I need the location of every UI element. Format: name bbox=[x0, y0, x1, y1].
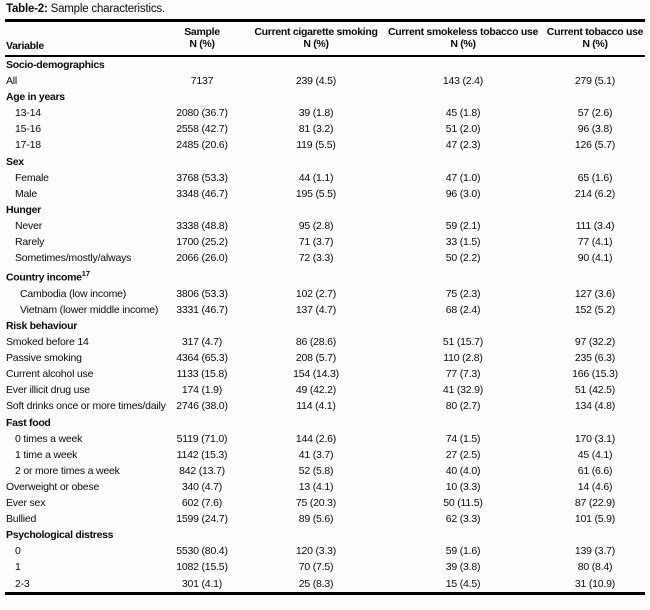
section-label: Sex bbox=[6, 155, 24, 168]
cell-value: 96 (3.8) bbox=[577, 123, 613, 136]
cell-value: 59 (1.6) bbox=[445, 545, 481, 558]
table-row bbox=[5, 234, 645, 250]
cell-value: 2080 (36.7) bbox=[176, 107, 228, 120]
section-label: Psychological distress bbox=[6, 529, 114, 542]
cell-value: 40 (4.0) bbox=[445, 464, 481, 477]
cell-value: 239 (4.5) bbox=[295, 75, 337, 88]
cell-value: 1142 (15.3) bbox=[176, 448, 228, 461]
cell-value: 95 (2.8) bbox=[298, 219, 334, 232]
table-row bbox=[5, 137, 645, 153]
cell-value: 126 (5.7) bbox=[574, 139, 616, 152]
cell-value: 50 (11.5) bbox=[443, 497, 483, 510]
table-header bbox=[5, 21, 645, 57]
cell-value: 110 (2.8) bbox=[443, 352, 483, 365]
cell-value: 75 (20.3) bbox=[295, 497, 337, 510]
table-row bbox=[5, 576, 645, 594]
cell-value: 317 (4.7) bbox=[181, 336, 223, 349]
cell-value: 1082 (15.5) bbox=[176, 561, 228, 574]
cell-value: 27 (2.5) bbox=[445, 448, 481, 461]
cell-value: 2746 (38.0) bbox=[176, 400, 228, 413]
table-row bbox=[5, 105, 645, 121]
cell-value: 301 (4.1) bbox=[181, 577, 223, 590]
cell-value: 154 (14.3) bbox=[293, 368, 339, 381]
cell-value: 51 (2.0) bbox=[445, 123, 481, 136]
row-label: 15-16 bbox=[15, 123, 41, 136]
section-row bbox=[5, 56, 645, 73]
cell-value: 80 (2.7) bbox=[445, 400, 481, 413]
cell-value: 114 (4.1) bbox=[296, 400, 336, 413]
cell-value: 65 (1.6) bbox=[577, 171, 613, 184]
row-label: 0 bbox=[15, 545, 21, 558]
cell-value: 170 (3.1) bbox=[574, 432, 616, 445]
table-row bbox=[5, 463, 645, 479]
cell-value: 1599 (24.7) bbox=[176, 513, 228, 526]
cell-value: 47 (2.3) bbox=[445, 139, 481, 152]
row-label: Rarely bbox=[15, 236, 45, 249]
cell-value: 279 (5.1) bbox=[574, 75, 616, 88]
section-row bbox=[5, 202, 645, 218]
cell-value: 235 (6.3) bbox=[574, 352, 616, 365]
cell-value: 31 (10.9) bbox=[574, 577, 616, 590]
table-row bbox=[5, 366, 645, 382]
cell-value: 96 (3.0) bbox=[445, 187, 481, 200]
table-caption-text: Sample characteristics. bbox=[47, 3, 165, 15]
cell-value: 5530 (80.4) bbox=[176, 545, 228, 558]
header-row bbox=[5, 21, 645, 57]
table-body bbox=[5, 56, 645, 593]
table-row bbox=[5, 73, 645, 89]
cell-value: 70 (7.5) bbox=[298, 561, 334, 574]
row-label: Ever sex bbox=[6, 497, 46, 510]
cell-value: 134 (4.8) bbox=[574, 400, 616, 413]
row-label: Bullied bbox=[6, 513, 37, 526]
cell-value: 139 (3.7) bbox=[574, 545, 616, 558]
section-label: Socio-demographics bbox=[6, 59, 105, 71]
cell-value: 87 (22.9) bbox=[574, 497, 616, 510]
section-row bbox=[5, 318, 645, 334]
row-label: 1 bbox=[15, 561, 21, 574]
section-row bbox=[5, 415, 645, 431]
cell-value: 52 (5.8) bbox=[298, 464, 334, 477]
row-label: 2-3 bbox=[15, 577, 30, 590]
cell-value: 39 (1.8) bbox=[298, 107, 334, 120]
cell-value: 137 (4.7) bbox=[295, 303, 337, 316]
cell-value: 51 (15.7) bbox=[442, 336, 484, 349]
cell-value: 3331 (46.7) bbox=[176, 303, 228, 316]
cell-value: 119 (5.5) bbox=[296, 139, 336, 152]
row-label: Male bbox=[15, 187, 37, 200]
column-header-smokeless: Current smokeless tobacco use N (%) bbox=[381, 21, 545, 57]
row-label: Cambodia (low income) bbox=[20, 287, 127, 300]
section-label: Hunger bbox=[6, 203, 41, 216]
cell-value: 3768 (53.3) bbox=[176, 171, 228, 184]
table-row bbox=[5, 334, 645, 350]
cell-value: 101 (5.9) bbox=[574, 513, 616, 526]
row-label: Smoked before 14 bbox=[6, 336, 89, 349]
row-label: 13-14 bbox=[15, 107, 41, 120]
row-label: Sometimes/mostly/always bbox=[15, 252, 132, 265]
cell-value: 2485 (20.6) bbox=[176, 139, 228, 152]
table-row bbox=[5, 121, 645, 137]
cell-value: 3338 (48.8) bbox=[176, 219, 228, 232]
section-label: Risk behaviour bbox=[6, 320, 78, 332]
cell-value: 127 (3.6) bbox=[574, 287, 616, 300]
cell-value: 195 (5.5) bbox=[295, 187, 337, 200]
cell-value: 5119 (71.0) bbox=[176, 432, 228, 445]
cell-value: 208 (5.7) bbox=[295, 352, 337, 365]
cell-value: 62 (3.3) bbox=[445, 513, 481, 526]
section-row bbox=[5, 527, 645, 543]
row-label: Passive smoking bbox=[6, 352, 82, 365]
row-label: Soft drinks once or more times/daily bbox=[6, 400, 166, 413]
column-header-tobacco: Current tobacco use N (%) bbox=[545, 21, 645, 57]
cell-value: 51 (42.5) bbox=[574, 384, 616, 397]
cell-value: 72 (3.3) bbox=[298, 252, 334, 265]
table-row bbox=[5, 447, 645, 463]
table-row bbox=[5, 286, 645, 302]
cell-value: 61 (6.6) bbox=[577, 464, 613, 477]
cell-value: 71 (3.7) bbox=[298, 236, 334, 249]
cell-value: 74 (1.5) bbox=[445, 432, 481, 445]
table-row bbox=[5, 250, 645, 266]
section-label: Country income$^{17}$ bbox=[6, 269, 91, 284]
cell-value: 89 (5.6) bbox=[298, 513, 334, 526]
row-label: 0 times a week bbox=[15, 432, 83, 445]
section-row bbox=[5, 154, 645, 170]
table-row bbox=[5, 495, 645, 511]
cell-value: 13 (4.1) bbox=[298, 480, 334, 493]
table-row bbox=[5, 511, 645, 527]
cell-value: 166 (15.3) bbox=[572, 368, 618, 381]
cell-value: 102 (2.7) bbox=[295, 287, 337, 300]
cell-value: 14 (4.6) bbox=[577, 480, 613, 493]
table-row bbox=[5, 186, 645, 202]
cell-value: 7137 bbox=[190, 75, 214, 88]
table-row bbox=[5, 382, 645, 398]
cell-value: 77 (7.3) bbox=[445, 368, 481, 381]
cell-value: 86 (28.6) bbox=[295, 336, 337, 349]
cell-value: 340 (4.7) bbox=[181, 480, 223, 493]
table-row bbox=[5, 543, 645, 559]
cell-value: 77 (4.1) bbox=[577, 236, 613, 249]
cell-value: 214 (6.2) bbox=[574, 187, 616, 200]
table-row bbox=[5, 559, 645, 575]
table-row bbox=[5, 398, 645, 414]
cell-value: 49 (42.2) bbox=[295, 384, 337, 397]
cell-value: 174 (1.9) bbox=[181, 384, 223, 397]
section-label: Age in years bbox=[6, 91, 65, 104]
section-row bbox=[5, 89, 645, 105]
cell-value: 120 (3.3) bbox=[295, 545, 337, 558]
cell-value: 44 (1.1) bbox=[298, 171, 334, 184]
cell-value: 152 (5.2) bbox=[574, 303, 616, 316]
cell-value: 25 (8.3) bbox=[298, 577, 334, 590]
cell-value: 143 (2.4) bbox=[442, 75, 484, 88]
cell-value: 2066 (26.0) bbox=[176, 252, 228, 265]
table-row bbox=[5, 302, 645, 318]
row-label: All bbox=[6, 75, 18, 88]
cell-value: 45 (1.8) bbox=[445, 107, 481, 120]
cell-value: 50 (2.2) bbox=[445, 252, 481, 265]
table-row bbox=[5, 431, 645, 447]
section-row bbox=[5, 266, 645, 286]
cell-value: 97 (32.2) bbox=[574, 336, 616, 349]
column-header-variable: Variable bbox=[5, 21, 153, 57]
row-label: Vietnam (lower middle income) bbox=[20, 303, 159, 316]
row-label: Current alcohol use bbox=[6, 368, 94, 381]
cell-value: 144 (2.6) bbox=[295, 432, 337, 445]
row-label: 17-18 bbox=[15, 139, 41, 152]
column-header-cigarette: Current cigarette smoking N (%) bbox=[251, 21, 381, 57]
cell-value: 602 (7.6) bbox=[181, 497, 223, 510]
cell-value: 47 (1.0) bbox=[445, 171, 481, 184]
table-row bbox=[5, 170, 645, 186]
row-label: Female bbox=[15, 171, 49, 184]
cell-value: 90 (4.1) bbox=[577, 252, 613, 265]
cell-value: 1700 (25.2) bbox=[176, 236, 228, 249]
table-row bbox=[5, 479, 645, 495]
row-label: Ever illicit drug use bbox=[6, 384, 90, 397]
table-caption bbox=[6, 3, 645, 15]
column-header-sample: Sample N (%) bbox=[153, 21, 251, 57]
sample-characteristics-table bbox=[5, 19, 645, 595]
cell-value: 45 (4.1) bbox=[577, 448, 613, 461]
table-row bbox=[5, 218, 645, 234]
cell-value: 10 (3.3) bbox=[445, 480, 481, 493]
row-label: 1 time a week bbox=[15, 448, 78, 461]
cell-value: 41 (3.7) bbox=[298, 448, 334, 461]
cell-value: 68 (2.4) bbox=[445, 303, 481, 316]
cell-value: 842 (13.7) bbox=[179, 464, 225, 477]
cell-value: 41 (32.9) bbox=[442, 384, 484, 397]
cell-value: 111 (3.4) bbox=[575, 219, 615, 232]
cell-value: 4364 (65.3) bbox=[176, 352, 228, 365]
table-row bbox=[5, 350, 645, 366]
cell-value: 1133 (15.8) bbox=[176, 368, 228, 381]
row-label: Never bbox=[15, 219, 43, 232]
cell-value: 33 (1.5) bbox=[445, 236, 481, 249]
cell-value: 75 (2.3) bbox=[445, 287, 481, 300]
cell-value: 15 (4.5) bbox=[445, 577, 481, 590]
row-label: Overweight or obese bbox=[6, 480, 100, 493]
cell-value: 2558 (42.7) bbox=[176, 123, 228, 136]
cell-value: 3806 (53.3) bbox=[176, 287, 228, 300]
cell-value: 80 (8.4) bbox=[577, 561, 613, 574]
cell-value: 81 (3.2) bbox=[298, 123, 334, 136]
section-label: Fast food bbox=[6, 416, 51, 429]
table-caption-label: Table-2: bbox=[6, 3, 48, 15]
cell-value: 59 (2.1) bbox=[445, 219, 481, 232]
cell-value: 57 (2.6) bbox=[577, 107, 613, 120]
row-label: 2 or more times a week bbox=[15, 464, 120, 477]
cell-value: 3348 (46.7) bbox=[176, 187, 228, 200]
cell-value: 39 (3.8) bbox=[445, 561, 481, 574]
